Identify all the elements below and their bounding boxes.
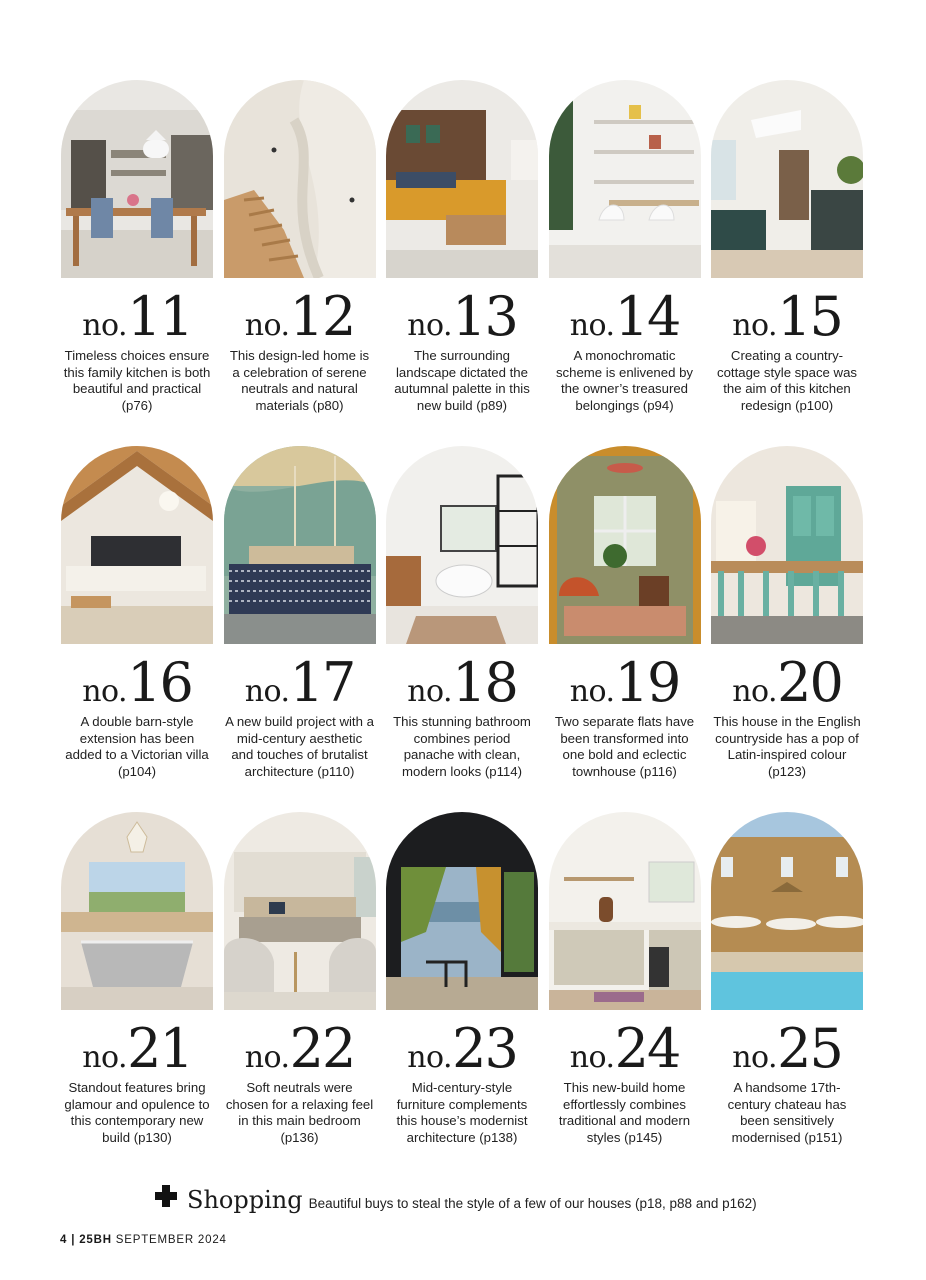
feature-number bbox=[711, 285, 863, 348]
number-prefix: no. bbox=[82, 308, 128, 343]
number-value: 19 bbox=[614, 651, 680, 714]
number-prefix: no. bbox=[732, 1040, 778, 1075]
number-value: 11 bbox=[127, 285, 192, 348]
feature-image[interactable] bbox=[711, 80, 863, 278]
number-prefix: no. bbox=[82, 674, 128, 709]
shopping-banner[interactable] bbox=[155, 1186, 757, 1216]
feature-image[interactable] bbox=[224, 446, 376, 644]
feature-number bbox=[711, 651, 863, 714]
number-value: 17 bbox=[289, 651, 355, 714]
feature-caption: A monochromatic scheme is enlivened by the owner’s treasured belongings (p94) bbox=[555, 348, 694, 413]
feature-number bbox=[549, 285, 701, 348]
feature-card[interactable] bbox=[711, 812, 863, 1178]
feature-card[interactable] bbox=[549, 812, 701, 1178]
number-value: 14 bbox=[614, 285, 680, 348]
feature-caption: The surrounding landscape dictated the autumnal palette in this new build (p89) bbox=[394, 348, 530, 413]
feature-caption: Creating a country-cottage style space was the aim of this kitchen redesign (p100) bbox=[716, 348, 857, 413]
feature-caption: This house in the English countryside has a pop of Latin-inspired colour (p123) bbox=[713, 714, 861, 779]
number-value: 23 bbox=[452, 1017, 517, 1080]
feature-image[interactable] bbox=[549, 446, 701, 644]
number-prefix: no. bbox=[569, 308, 615, 343]
feature-number bbox=[224, 1017, 376, 1080]
number-value: 15 bbox=[777, 285, 842, 348]
feature-caption: Soft neutrals were chosen for a relaxing feel in this main bedroom (p136) bbox=[225, 1080, 374, 1145]
feature-card[interactable] bbox=[386, 446, 538, 812]
number-prefix: no. bbox=[244, 674, 290, 709]
number-value: 22 bbox=[289, 1017, 355, 1080]
page-footer bbox=[60, 1234, 227, 1246]
feature-card[interactable] bbox=[549, 80, 701, 446]
feature-image[interactable] bbox=[224, 812, 376, 1010]
feature-image[interactable] bbox=[61, 446, 213, 644]
feature-card[interactable] bbox=[61, 80, 213, 446]
feature-image[interactable] bbox=[224, 80, 376, 278]
feature-card[interactable] bbox=[549, 446, 701, 812]
feature-number bbox=[224, 651, 376, 714]
feature-caption: A handsome 17th-century chateau has been sensitively modernised (p151) bbox=[727, 1080, 847, 1145]
feature-card[interactable] bbox=[386, 80, 538, 446]
number-prefix: no. bbox=[569, 1040, 615, 1075]
number-value: 24 bbox=[614, 1017, 680, 1080]
number-prefix: no. bbox=[407, 308, 453, 343]
feature-caption: Timeless choices ensure this family kitchen is both beautiful and practical (p76) bbox=[63, 348, 211, 413]
feature-number bbox=[549, 651, 701, 714]
features-grid bbox=[61, 80, 863, 1178]
plus-icon bbox=[155, 1185, 177, 1207]
number-prefix: no. bbox=[732, 308, 778, 343]
feature-caption: Standout features bring glamour and opulence to this contemporary new build (p130) bbox=[64, 1080, 210, 1145]
feature-image[interactable] bbox=[711, 812, 863, 1010]
feature-caption: This new-build home effortlessly combines traditional and modern styles (p145) bbox=[558, 1080, 691, 1145]
number-value: 16 bbox=[127, 651, 192, 714]
feature-card[interactable] bbox=[224, 80, 376, 446]
feature-caption: This design-led home is a celebration of serene neutrals and natural materials (p80) bbox=[229, 348, 370, 413]
feature-caption: A double barn-style extension has been added to a Victorian villa (p104) bbox=[65, 714, 209, 779]
number-prefix: no. bbox=[244, 1040, 290, 1075]
feature-number bbox=[386, 285, 538, 348]
number-prefix: no. bbox=[82, 1040, 128, 1075]
feature-image[interactable] bbox=[386, 446, 538, 644]
feature-image[interactable] bbox=[61, 812, 213, 1010]
feature-image[interactable] bbox=[61, 80, 213, 278]
feature-image[interactable] bbox=[549, 80, 701, 278]
feature-number bbox=[711, 1017, 863, 1080]
feature-card[interactable] bbox=[224, 446, 376, 812]
number-prefix: no. bbox=[244, 308, 290, 343]
feature-caption: This stunning bathroom combines period panache with clean, modern looks (p114) bbox=[393, 714, 531, 779]
feature-card[interactable] bbox=[224, 812, 376, 1178]
feature-number bbox=[386, 1017, 538, 1080]
feature-image[interactable] bbox=[386, 812, 538, 1010]
number-value: 12 bbox=[289, 285, 355, 348]
number-value: 13 bbox=[452, 285, 517, 348]
feature-number bbox=[224, 285, 376, 348]
shopping-title: Shopping bbox=[187, 1186, 303, 1214]
feature-number bbox=[61, 651, 213, 714]
issue-date: SEPTEMBER 2024 bbox=[111, 1234, 227, 1246]
number-prefix: no. bbox=[732, 674, 778, 709]
feature-caption: Mid-century-style furniture complements this house’s modernist architecture (p138) bbox=[396, 1080, 528, 1145]
page-number-brand: 4 | 25BH bbox=[60, 1234, 112, 1246]
feature-image[interactable] bbox=[549, 812, 701, 1010]
number-value: 25 bbox=[777, 1017, 842, 1080]
feature-caption: A new build project with a mid-century aesthetic and touches of brutalist architecture (p110) bbox=[225, 714, 374, 779]
shopping-description: Beautiful buys to steal the style of a few of our houses (p18, p88 and p162) bbox=[308, 1196, 757, 1211]
feature-card[interactable] bbox=[711, 80, 863, 446]
feature-number bbox=[61, 285, 213, 348]
feature-caption: Two separate flats have been transformed into one bold and eclectic townhouse (p116) bbox=[554, 714, 695, 779]
number-value: 18 bbox=[452, 651, 517, 714]
feature-card[interactable] bbox=[61, 446, 213, 812]
feature-image[interactable] bbox=[711, 446, 863, 644]
feature-number bbox=[61, 1017, 213, 1080]
feature-card[interactable] bbox=[386, 812, 538, 1178]
feature-number bbox=[549, 1017, 701, 1080]
feature-card[interactable] bbox=[61, 812, 213, 1178]
number-value: 21 bbox=[127, 1017, 192, 1080]
number-prefix: no. bbox=[569, 674, 615, 709]
feature-card[interactable] bbox=[711, 446, 863, 812]
number-prefix: no. bbox=[407, 1040, 453, 1075]
number-prefix: no. bbox=[407, 674, 453, 709]
feature-number bbox=[386, 651, 538, 714]
number-value: 20 bbox=[777, 651, 842, 714]
feature-image[interactable] bbox=[386, 80, 538, 278]
